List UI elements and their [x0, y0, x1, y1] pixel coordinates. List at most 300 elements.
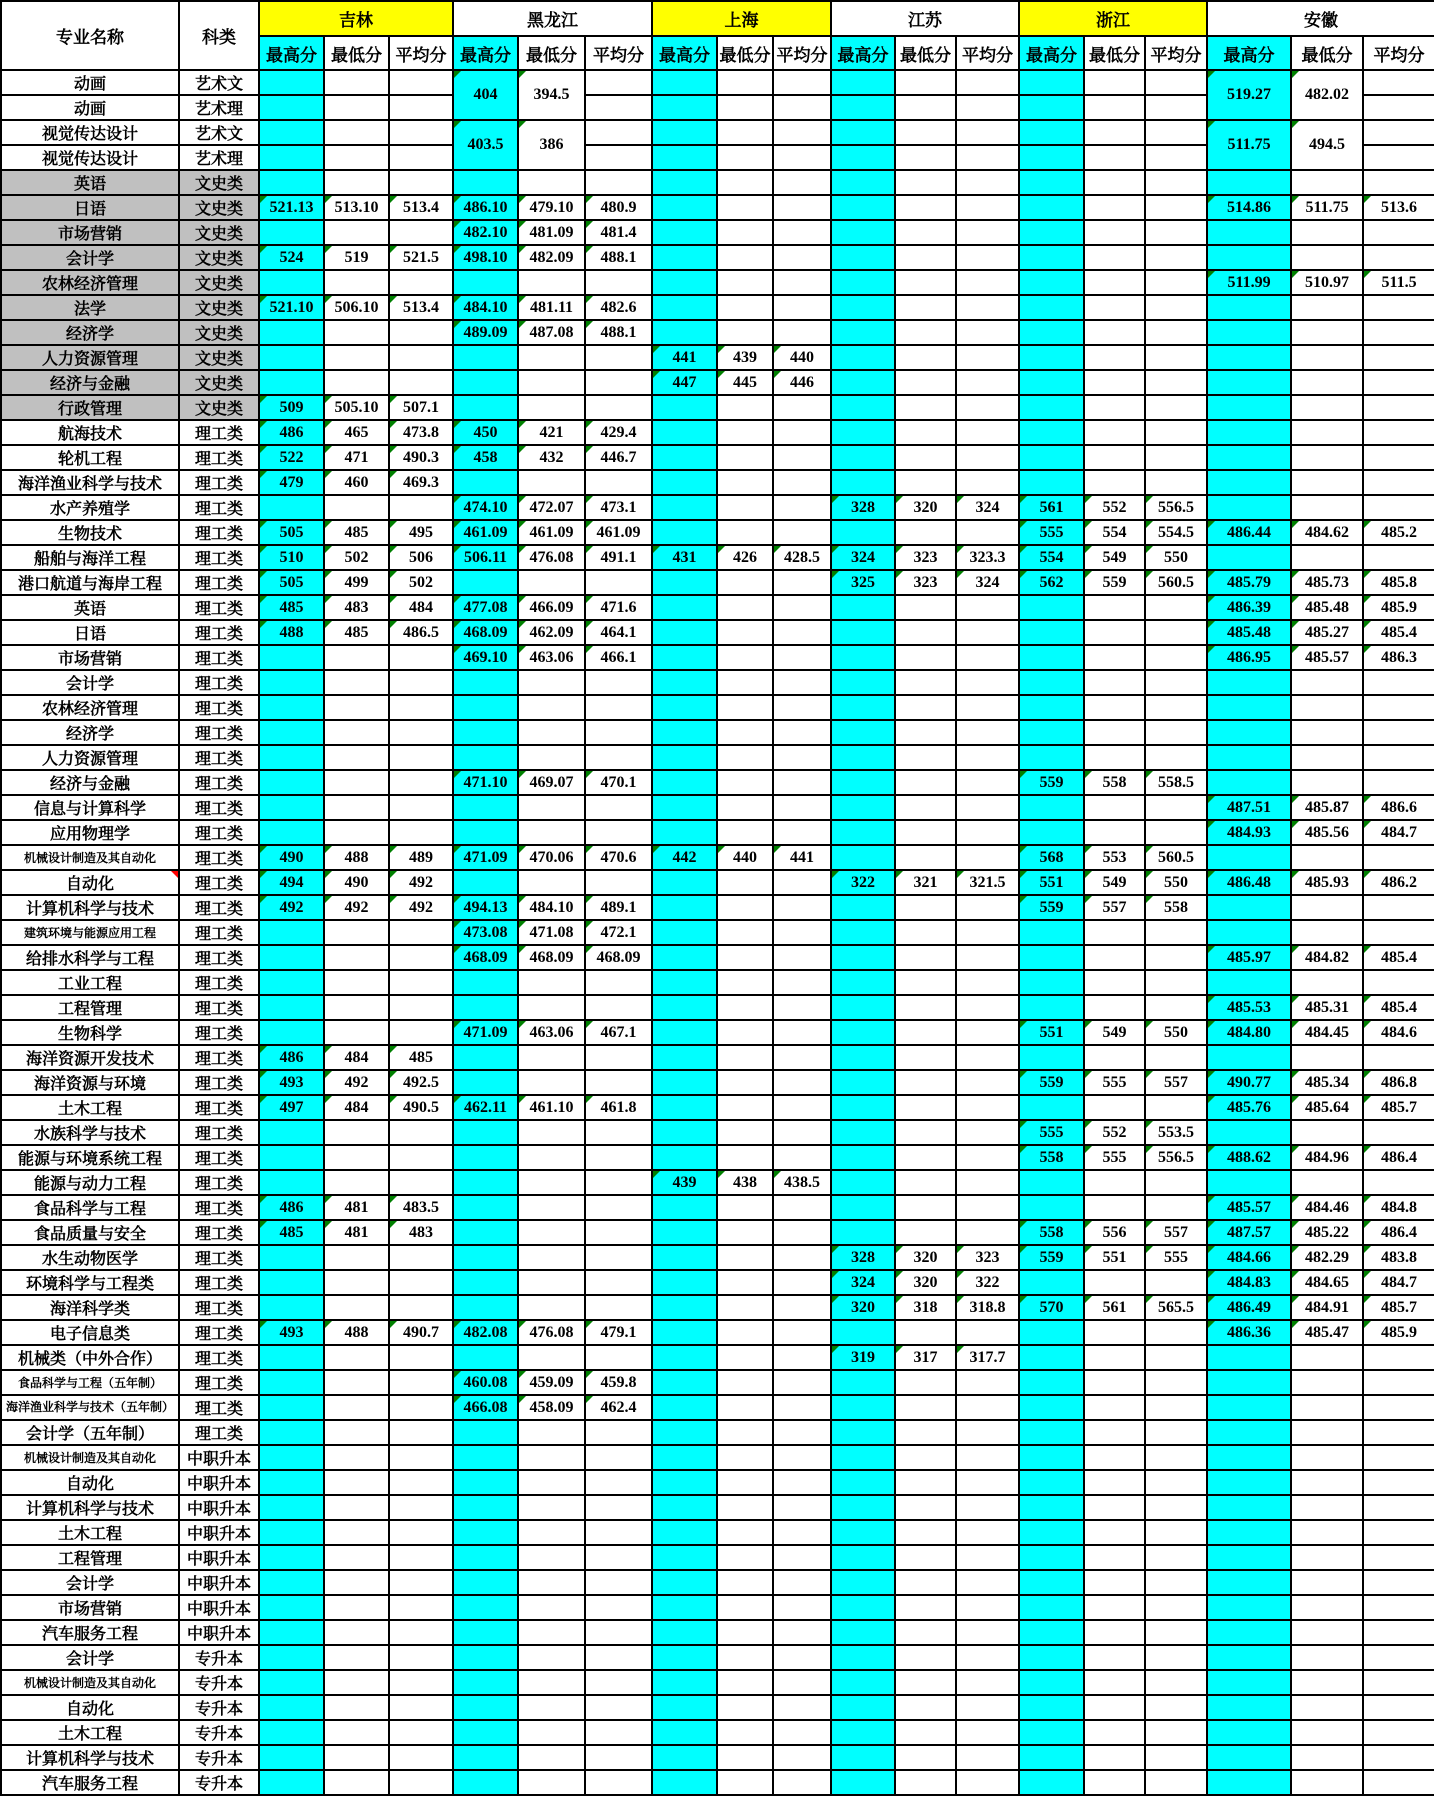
cell-empty[interactable]	[652, 595, 717, 620]
cell-empty[interactable]	[1363, 1170, 1434, 1195]
header-sub-max[interactable]: 最高分	[1019, 36, 1084, 70]
cell-empty[interactable]	[773, 1070, 831, 1095]
cell-empty[interactable]	[773, 1195, 831, 1220]
cell-empty[interactable]	[259, 945, 324, 970]
cell-empty[interactable]	[259, 1270, 324, 1295]
cell-empty[interactable]	[389, 795, 453, 820]
cell-empty[interactable]	[585, 1145, 652, 1170]
cell-score[interactable]: 514.86	[1207, 195, 1291, 220]
cell-score[interactable]: 468.09	[453, 945, 518, 970]
cell-empty[interactable]	[1207, 1645, 1291, 1670]
cell-empty[interactable]	[324, 820, 389, 845]
cell-empty[interactable]	[1207, 695, 1291, 720]
cell-empty[interactable]	[956, 320, 1019, 345]
cell-score[interactable]: 558	[1145, 895, 1207, 920]
cell-empty[interactable]	[324, 1420, 389, 1445]
cell-score[interactable]: 472.07	[518, 495, 585, 520]
cell-empty[interactable]	[652, 1620, 717, 1645]
cell-empty[interactable]	[1084, 220, 1145, 245]
cell-empty[interactable]	[895, 1020, 956, 1045]
cell-empty[interactable]	[324, 795, 389, 820]
cell-score[interactable]: 484.91	[1291, 1295, 1363, 1320]
cell-empty[interactable]	[259, 345, 324, 370]
cell-empty[interactable]	[518, 1270, 585, 1295]
cell-empty[interactable]	[1363, 220, 1434, 245]
cell-empty[interactable]	[389, 1270, 453, 1295]
cell-score[interactable]: 476.08	[518, 545, 585, 570]
cell-empty[interactable]	[585, 395, 652, 420]
cell-score[interactable]: 445	[717, 370, 773, 395]
cell-major-name[interactable]: 英语	[1, 595, 179, 620]
cell-empty[interactable]	[1291, 1120, 1363, 1145]
cell-empty[interactable]	[1291, 345, 1363, 370]
cell-empty[interactable]	[895, 120, 956, 145]
cell-empty[interactable]	[585, 1670, 652, 1695]
cell-score[interactable]: 553	[1084, 845, 1145, 870]
cell-empty[interactable]	[1084, 1770, 1145, 1795]
cell-major-name[interactable]: 信息与计算科学	[1, 795, 179, 820]
cell-empty[interactable]	[389, 1395, 453, 1420]
cell-empty[interactable]	[831, 470, 895, 495]
cell-empty[interactable]	[1145, 1545, 1207, 1570]
cell-empty[interactable]	[956, 945, 1019, 970]
cell-score[interactable]: 568	[1019, 845, 1084, 870]
cell-empty[interactable]	[389, 745, 453, 770]
cell-empty[interactable]	[259, 770, 324, 795]
cell-empty[interactable]	[831, 1495, 895, 1520]
cell-empty[interactable]	[717, 1195, 773, 1220]
cell-empty[interactable]	[259, 1445, 324, 1470]
cell-empty[interactable]	[831, 945, 895, 970]
cell-score[interactable]: 484.65	[1291, 1270, 1363, 1295]
cell-empty[interactable]	[717, 795, 773, 820]
cell-empty[interactable]	[1019, 270, 1084, 295]
cell-empty[interactable]	[1019, 970, 1084, 995]
cell-empty[interactable]	[1291, 1345, 1363, 1370]
cell-empty[interactable]	[1084, 1395, 1145, 1420]
cell-empty[interactable]	[259, 920, 324, 945]
cell-empty[interactable]	[956, 1370, 1019, 1395]
cell-score[interactable]: 458	[453, 445, 518, 470]
cell-score[interactable]: 320	[831, 1295, 895, 1320]
cell-empty[interactable]	[1019, 695, 1084, 720]
cell-empty[interactable]	[1145, 1745, 1207, 1770]
cell-empty[interactable]	[831, 995, 895, 1020]
cell-empty[interactable]	[1019, 720, 1084, 745]
cell-empty[interactable]	[652, 320, 717, 345]
cell-category[interactable]: 理工类	[179, 870, 259, 895]
cell-empty[interactable]	[956, 1420, 1019, 1445]
header-province[interactable]: 吉林	[259, 1, 453, 36]
cell-score[interactable]: 490.5	[389, 1095, 453, 1120]
cell-empty[interactable]	[1145, 1095, 1207, 1120]
cell-category[interactable]: 文史类	[179, 295, 259, 320]
cell-empty[interactable]	[773, 970, 831, 995]
cell-category[interactable]: 文史类	[179, 395, 259, 420]
cell-empty[interactable]	[259, 1395, 324, 1420]
cell-category[interactable]: 理工类	[179, 920, 259, 945]
cell-category[interactable]: 理工类	[179, 820, 259, 845]
cell-empty[interactable]	[1363, 1545, 1434, 1570]
cell-empty[interactable]	[1019, 1770, 1084, 1795]
cell-empty[interactable]	[773, 1570, 831, 1595]
cell-empty[interactable]	[1363, 345, 1434, 370]
cell-empty[interactable]	[895, 70, 956, 95]
cell-empty[interactable]	[389, 1720, 453, 1745]
cell-empty[interactable]	[518, 1695, 585, 1720]
cell-empty[interactable]	[1363, 1695, 1434, 1720]
cell-score[interactable]: 462.4	[585, 1395, 652, 1420]
cell-score[interactable]: 488.1	[585, 245, 652, 270]
cell-score[interactable]: 485.53	[1207, 995, 1291, 1020]
cell-empty[interactable]	[259, 1420, 324, 1445]
cell-empty[interactable]	[717, 1270, 773, 1295]
cell-score[interactable]: 484.10	[453, 295, 518, 320]
cell-score[interactable]: 484.46	[1291, 1195, 1363, 1220]
cell-empty[interactable]	[259, 745, 324, 770]
cell-empty[interactable]	[717, 470, 773, 495]
cell-empty[interactable]	[1207, 545, 1291, 570]
cell-score[interactable]: 562	[1019, 570, 1084, 595]
cell-major-name[interactable]: 港口航道与海岸工程	[1, 570, 179, 595]
cell-empty[interactable]	[1145, 920, 1207, 945]
cell-empty[interactable]	[259, 1020, 324, 1045]
cell-score[interactable]: 484.6	[1363, 1020, 1434, 1045]
cell-empty[interactable]	[717, 145, 773, 170]
cell-empty[interactable]	[1145, 1420, 1207, 1445]
cell-empty[interactable]	[389, 1245, 453, 1270]
cell-empty[interactable]	[324, 70, 389, 95]
cell-empty[interactable]	[956, 1695, 1019, 1720]
cell-empty[interactable]	[1084, 795, 1145, 820]
cell-major-name[interactable]: 机械设计制造及其自动化	[1, 1670, 179, 1695]
cell-empty[interactable]	[831, 1520, 895, 1545]
cell-empty[interactable]	[956, 1095, 1019, 1120]
cell-empty[interactable]	[1084, 270, 1145, 295]
cell-empty[interactable]	[895, 820, 956, 845]
cell-empty[interactable]	[773, 1295, 831, 1320]
cell-empty[interactable]	[652, 1195, 717, 1220]
cell-score[interactable]: 555	[1019, 520, 1084, 545]
cell-score[interactable]: 509	[259, 395, 324, 420]
cell-empty[interactable]	[895, 645, 956, 670]
cell-empty[interactable]	[453, 1120, 518, 1145]
cell-category[interactable]: 专升本	[179, 1770, 259, 1795]
cell-empty[interactable]	[453, 1520, 518, 1545]
cell-empty[interactable]	[324, 1770, 389, 1795]
cell-empty[interactable]	[259, 795, 324, 820]
cell-empty[interactable]	[1019, 1470, 1084, 1495]
cell-category[interactable]: 理工类	[179, 1070, 259, 1095]
cell-empty[interactable]	[585, 1120, 652, 1145]
cell-empty[interactable]	[652, 820, 717, 845]
cell-empty[interactable]	[324, 220, 389, 245]
cell-empty[interactable]	[717, 1095, 773, 1120]
cell-empty[interactable]	[518, 870, 585, 895]
cell-empty[interactable]	[324, 1495, 389, 1520]
cell-empty[interactable]	[1363, 720, 1434, 745]
cell-empty[interactable]	[831, 695, 895, 720]
cell-empty[interactable]	[773, 695, 831, 720]
cell-empty[interactable]	[324, 1620, 389, 1645]
cell-empty[interactable]	[717, 1720, 773, 1745]
cell-empty[interactable]	[1291, 370, 1363, 395]
cell-score[interactable]: 485	[259, 1220, 324, 1245]
cell-empty[interactable]	[773, 1145, 831, 1170]
cell-major-name[interactable]: 机械类（中外合作）	[1, 1345, 179, 1370]
cell-major-name[interactable]: 能源与动力工程	[1, 1170, 179, 1195]
cell-empty[interactable]	[1145, 370, 1207, 395]
cell-empty[interactable]	[773, 1245, 831, 1270]
cell-empty[interactable]	[1291, 670, 1363, 695]
cell-score[interactable]: 323	[895, 545, 956, 570]
cell-score[interactable]: 471.10	[453, 770, 518, 795]
cell-score[interactable]: 485.64	[1291, 1095, 1363, 1120]
cell-score[interactable]: 486.3	[1363, 645, 1434, 670]
cell-empty[interactable]	[1363, 370, 1434, 395]
cell-empty[interactable]	[1019, 1270, 1084, 1295]
cell-empty[interactable]	[652, 720, 717, 745]
cell-empty[interactable]	[259, 1570, 324, 1595]
cell-empty[interactable]	[956, 1145, 1019, 1170]
cell-score[interactable]: 492	[324, 1070, 389, 1095]
cell-empty[interactable]	[895, 770, 956, 795]
cell-score[interactable]: 486.4	[1363, 1145, 1434, 1170]
cell-empty[interactable]	[652, 670, 717, 695]
cell-empty[interactable]	[1084, 995, 1145, 1020]
cell-empty[interactable]	[1363, 1345, 1434, 1370]
cell-score[interactable]: 482.08	[453, 1320, 518, 1345]
cell-empty[interactable]	[1291, 1570, 1363, 1595]
cell-empty[interactable]	[585, 1520, 652, 1545]
cell-score[interactable]: 559	[1019, 770, 1084, 795]
cell-empty[interactable]	[1363, 470, 1434, 495]
cell-empty[interactable]	[956, 995, 1019, 1020]
cell-empty[interactable]	[585, 1695, 652, 1720]
cell-empty[interactable]	[717, 695, 773, 720]
cell-category[interactable]: 理工类	[179, 520, 259, 545]
cell-empty[interactable]	[717, 1670, 773, 1695]
cell-major-name[interactable]: 能源与环境系统工程	[1, 1145, 179, 1170]
cell-score[interactable]: 487.08	[518, 320, 585, 345]
cell-empty[interactable]	[453, 1545, 518, 1570]
cell-empty[interactable]	[956, 1570, 1019, 1595]
cell-category[interactable]: 理工类	[179, 770, 259, 795]
cell-category[interactable]: 专升本	[179, 1745, 259, 1770]
cell-empty[interactable]	[453, 970, 518, 995]
cell-score[interactable]: 486	[259, 1195, 324, 1220]
cell-category[interactable]: 专升本	[179, 1695, 259, 1720]
cell-empty[interactable]	[773, 1595, 831, 1620]
cell-empty[interactable]	[717, 745, 773, 770]
cell-empty[interactable]	[956, 720, 1019, 745]
cell-major-name[interactable]: 水产养殖学	[1, 495, 179, 520]
cell-empty[interactable]	[652, 1470, 717, 1495]
cell-empty[interactable]	[1019, 220, 1084, 245]
cell-empty[interactable]	[1207, 1545, 1291, 1570]
cell-score[interactable]: 461.09	[585, 520, 652, 545]
cell-empty[interactable]	[652, 445, 717, 470]
cell-score[interactable]: 485.57	[1291, 645, 1363, 670]
cell-major-name[interactable]: 海洋渔业科学与技术（五年制）	[1, 1395, 179, 1420]
cell-empty[interactable]	[1207, 1345, 1291, 1370]
cell-empty[interactable]	[1363, 845, 1434, 870]
cell-major-name[interactable]: 汽车服务工程	[1, 1620, 179, 1645]
cell-empty[interactable]	[1363, 1470, 1434, 1495]
cell-empty[interactable]	[773, 820, 831, 845]
cell-empty[interactable]	[717, 820, 773, 845]
cell-category[interactable]: 中职升本	[179, 1620, 259, 1645]
cell-major-name[interactable]: 环境科学与工程类	[1, 1270, 179, 1295]
cell-major-name[interactable]: 视觉传达设计	[1, 120, 179, 145]
cell-score[interactable]: 497	[259, 1095, 324, 1120]
cell-empty[interactable]	[831, 1195, 895, 1220]
cell-empty[interactable]	[389, 1020, 453, 1045]
cell-score[interactable]: 458.09	[518, 1395, 585, 1420]
cell-score[interactable]: 558	[1084, 770, 1145, 795]
cell-empty[interactable]	[652, 1370, 717, 1395]
cell-major-name[interactable]: 给排水科学与工程	[1, 945, 179, 970]
cell-empty[interactable]	[831, 395, 895, 420]
cell-score[interactable]: 559	[1019, 1245, 1084, 1270]
cell-score[interactable]: 320	[895, 1245, 956, 1270]
cell-empty[interactable]	[831, 1420, 895, 1445]
cell-empty[interactable]	[453, 795, 518, 820]
cell-empty[interactable]	[1291, 845, 1363, 870]
cell-empty[interactable]	[831, 1470, 895, 1495]
cell-score[interactable]: 506.11	[453, 545, 518, 570]
cell-empty[interactable]	[1207, 920, 1291, 945]
cell-empty[interactable]	[1207, 370, 1291, 395]
cell-empty[interactable]	[895, 395, 956, 420]
cell-empty[interactable]	[652, 1295, 717, 1320]
cell-empty[interactable]	[518, 1420, 585, 1445]
cell-score[interactable]: 556.5	[1145, 1145, 1207, 1170]
cell-score[interactable]: 521.13	[259, 195, 324, 220]
cell-empty[interactable]	[652, 770, 717, 795]
cell-empty[interactable]	[1084, 95, 1145, 120]
cell-empty[interactable]	[831, 145, 895, 170]
cell-score[interactable]: 484.96	[1291, 1145, 1363, 1170]
cell-major-name[interactable]: 生物科学	[1, 1020, 179, 1045]
cell-empty[interactable]	[773, 945, 831, 970]
cell-empty[interactable]	[585, 1445, 652, 1470]
cell-score[interactable]: 484.83	[1207, 1270, 1291, 1295]
cell-score[interactable]: 521.5	[389, 245, 453, 270]
cell-score[interactable]: 492	[324, 895, 389, 920]
cell-empty[interactable]	[652, 1695, 717, 1720]
cell-empty[interactable]	[831, 645, 895, 670]
cell-major-name[interactable]: 会计学	[1, 1645, 179, 1670]
cell-score[interactable]: 485.57	[1207, 1195, 1291, 1220]
cell-score[interactable]: 485	[324, 520, 389, 545]
cell-score[interactable]: 486.4	[1363, 1220, 1434, 1245]
cell-empty[interactable]	[324, 1245, 389, 1270]
cell-category[interactable]: 中职升本	[179, 1495, 259, 1520]
cell-empty[interactable]	[652, 395, 717, 420]
cell-empty[interactable]	[324, 1370, 389, 1395]
cell-score[interactable]: 485	[389, 1045, 453, 1070]
cell-empty[interactable]	[453, 1620, 518, 1645]
cell-empty[interactable]	[652, 1270, 717, 1295]
cell-empty[interactable]	[1363, 920, 1434, 945]
cell-empty[interactable]	[717, 270, 773, 295]
cell-empty[interactable]	[717, 620, 773, 645]
cell-empty[interactable]	[1145, 1345, 1207, 1370]
cell-empty[interactable]	[831, 1745, 895, 1770]
cell-empty[interactable]	[1019, 170, 1084, 195]
cell-empty[interactable]	[773, 720, 831, 745]
cell-empty[interactable]	[1019, 945, 1084, 970]
cell-empty[interactable]	[585, 1070, 652, 1095]
cell-empty[interactable]	[1145, 720, 1207, 745]
cell-empty[interactable]	[1145, 170, 1207, 195]
cell-empty[interactable]	[1145, 1370, 1207, 1395]
cell-empty[interactable]	[1363, 970, 1434, 995]
cell-empty[interactable]	[717, 870, 773, 895]
cell-category[interactable]: 理工类	[179, 1145, 259, 1170]
cell-empty[interactable]	[1363, 895, 1434, 920]
cell-empty[interactable]	[1207, 1670, 1291, 1695]
cell-empty[interactable]	[773, 1670, 831, 1695]
cell-empty[interactable]	[453, 1770, 518, 1795]
cell-empty[interactable]	[956, 1670, 1019, 1695]
cell-score[interactable]: 513.6	[1363, 195, 1434, 220]
cell-empty[interactable]	[1145, 595, 1207, 620]
cell-empty[interactable]	[1084, 1720, 1145, 1745]
cell-empty[interactable]	[773, 1770, 831, 1795]
cell-score[interactable]: 487.51	[1207, 795, 1291, 820]
header-province[interactable]: 上海	[652, 1, 831, 36]
cell-empty[interactable]	[585, 470, 652, 495]
cell-major-name[interactable]: 自动化	[1, 1695, 179, 1720]
cell-empty[interactable]	[956, 1745, 1019, 1770]
cell-empty[interactable]	[956, 1045, 1019, 1070]
cell-score[interactable]: 519.27	[1207, 70, 1291, 120]
cell-empty[interactable]	[585, 170, 652, 195]
cell-empty[interactable]	[717, 645, 773, 670]
cell-empty[interactable]	[1291, 245, 1363, 270]
cell-score[interactable]: 485.7	[1363, 1295, 1434, 1320]
cell-empty[interactable]	[324, 1645, 389, 1670]
cell-empty[interactable]	[518, 1245, 585, 1270]
cell-empty[interactable]	[259, 995, 324, 1020]
cell-empty[interactable]	[585, 1295, 652, 1320]
cell-empty[interactable]	[831, 170, 895, 195]
cell-empty[interactable]	[831, 95, 895, 120]
cell-score[interactable]: 324	[831, 1270, 895, 1295]
cell-empty[interactable]	[585, 145, 652, 170]
cell-empty[interactable]	[1291, 1770, 1363, 1795]
cell-empty[interactable]	[1291, 445, 1363, 470]
cell-empty[interactable]	[1207, 420, 1291, 445]
cell-score[interactable]: 473.08	[453, 920, 518, 945]
cell-empty[interactable]	[773, 95, 831, 120]
cell-empty[interactable]	[259, 95, 324, 120]
cell-empty[interactable]	[324, 1295, 389, 1320]
cell-score[interactable]: 479.10	[518, 195, 585, 220]
cell-empty[interactable]	[956, 595, 1019, 620]
cell-score[interactable]: 471	[324, 445, 389, 470]
cell-empty[interactable]	[585, 1170, 652, 1195]
cell-score[interactable]: 524	[259, 245, 324, 270]
cell-empty[interactable]	[1363, 545, 1434, 570]
cell-empty[interactable]	[389, 220, 453, 245]
cell-empty[interactable]	[1207, 220, 1291, 245]
cell-empty[interactable]	[773, 995, 831, 1020]
cell-score[interactable]: 486.49	[1207, 1295, 1291, 1320]
cell-empty[interactable]	[652, 1445, 717, 1470]
